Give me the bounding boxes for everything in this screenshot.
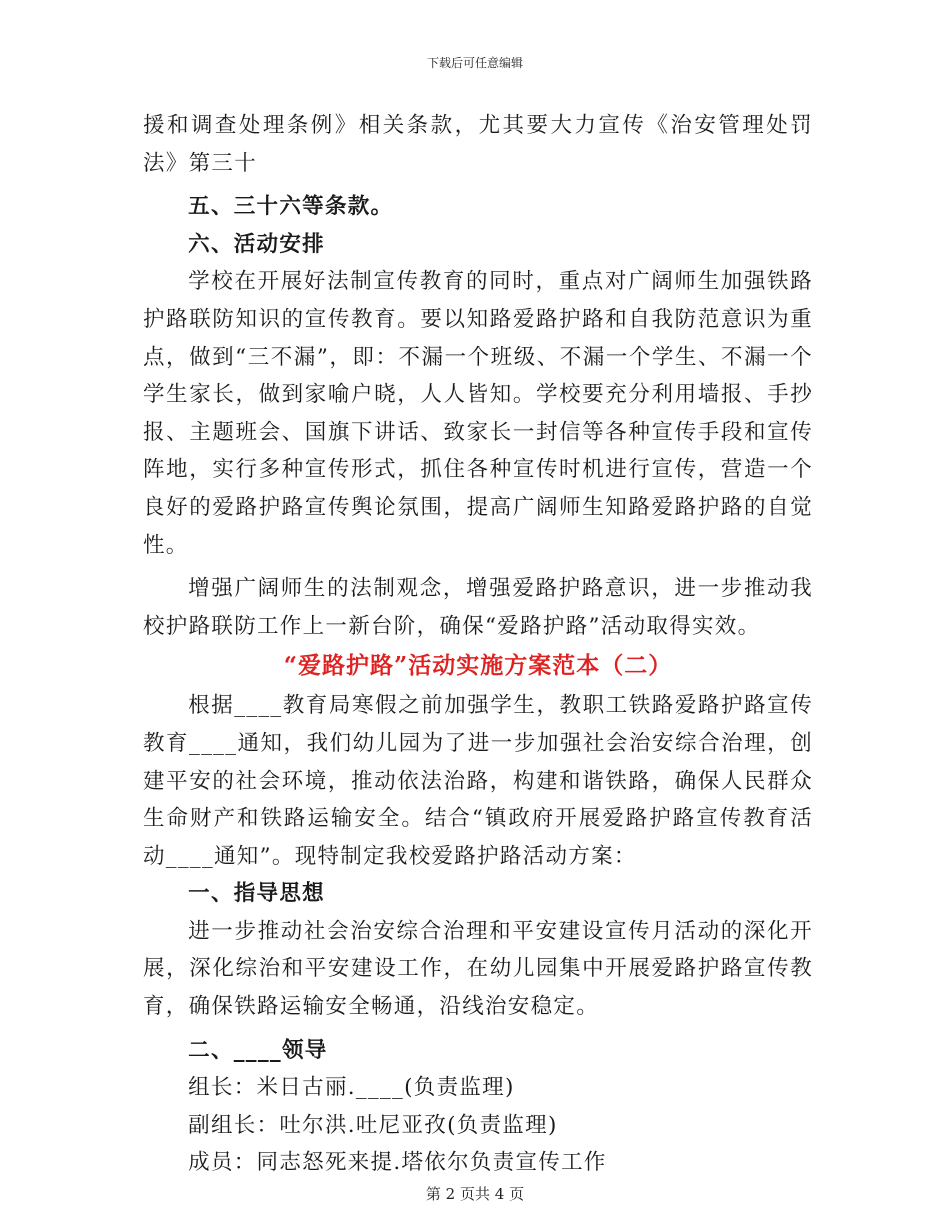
- paragraph-intro: 根据____教育局寒假之前加强学生，教职工铁路爱路护路宣传教育____通知，我们幼儿园为了进一步加强社会治安综合治理，创建平安的社会环境，推动依法治路，构建和谐铁路，确保人民群众生命财产和铁路运输安全。结合“镇政府开展爱路护路宣传教育活动____通知”。现特制定我校爱路护路活动方案：: [143, 693, 813, 869]
- document-title-2: “爱路护路”活动实施方案范本（二）: [283, 652, 673, 680]
- section-heading-5: 五、三十六等条款。: [188, 194, 394, 220]
- document-body: [143, 107, 813, 1182]
- page-footer: 第 2 页共 4 页: [425, 1185, 525, 1203]
- section-heading-2: 二、____领导: [188, 1037, 328, 1063]
- list-line-members: 成员：同志怒死来提.塔依尔负责宣传工作: [188, 1150, 607, 1176]
- paragraph-continued: 援和调查处理条例》相关条款，尤其要大力宣传《治安管理处罚法》第三十: [143, 113, 813, 176]
- paragraph-activity-plan: 学校在开展好法制宣传教育的同时，重点对广阔师生加强铁路护路联防知识的宣传教育。要以知路爱路护路和自我防范意识为重点，做到“三不漏”，即：不漏一个班级、不漏一个学生、不漏一个学生家长，做到家喻户晓，人人皆知。学校要充分利用墙报、手抄报、主题班会、国旗下讲话、致家长一封信等各种宣传手段和宣传阵地，实行多种宣传形式，抓住各种宣传时机进行宣传，营造一个良好的爱路护路宣传舆论氛围，提高广阔师生知路爱路护路的自觉性。: [143, 269, 813, 558]
- paragraph-summary: 增强广阔师生的法制观念，增强爱路护路意识，进一步推动我校护路联防工作上一新台阶，确保“爱路护路”活动取得实效。: [143, 576, 813, 639]
- paragraph-guiding-idea: 进一步推动社会治安综合治理和平安建设宣传月活动的深化开展，深化综治和平安建设工作，在幼儿园集中开展爱路护路宣传教育，确保铁路运输安全畅通，沿线治安稳定。: [143, 918, 813, 1020]
- page-header: 下载后可任意编辑: [426, 56, 523, 70]
- section-heading-6: 六、活动安排: [188, 231, 325, 257]
- list-line-leader: 组长：米日古丽.____(负责监理): [188, 1075, 515, 1101]
- section-heading-1: 一、指导思想: [188, 881, 325, 907]
- list-line-deputy: 副组长：吐尔洪.吐尼亚孜(负责监理): [188, 1112, 558, 1138]
